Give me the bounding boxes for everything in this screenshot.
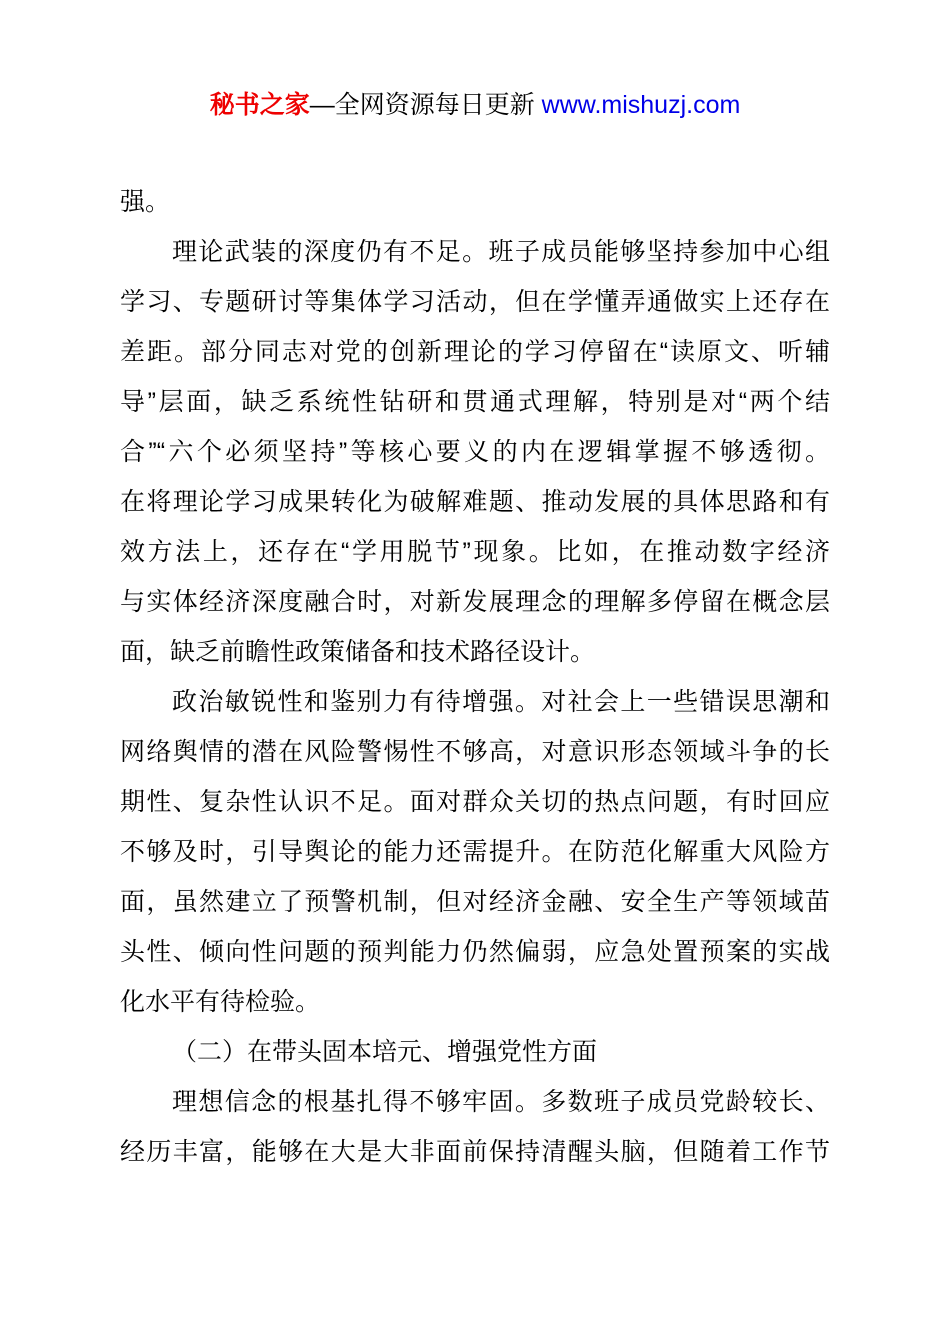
text-line: 不够及时，引导舆论的能力还需提升。在防范化解重大风险方 (120, 838, 830, 866)
text-line: 政治敏锐性和鉴别力有待增强。对社会上一些错误思潮和 (172, 688, 830, 716)
text-line: 面，缺乏前瞻性政策储备和技术路径设计。 (120, 638, 596, 666)
text-line: 学习、专题研讨等集体学习活动，但在学懂弄通做实上还存在 (120, 288, 830, 316)
text-line: 网络舆情的潜在风险警惕性不够高，对意识形态领域斗争的长 (120, 738, 830, 766)
text-line: 在将理论学习成果转化为破解难题、推动发展的具体思路和有 (120, 488, 830, 516)
text-line: 与实体经济深度融合时，对新发展理念的理解多停留在概念层 (120, 588, 830, 616)
text-line: 理论武装的深度仍有不足。班子成员能够坚持参加中心组 (172, 238, 830, 266)
text-line: 理想信念的根基扎得不够牢固。多数班子成员党龄较长、 (172, 1088, 830, 1116)
text-line: 强。 (120, 188, 171, 216)
text-line: 面，虽然建立了预警机制，但对经济金融、安全生产等领域苗 (120, 888, 830, 916)
site-url-link[interactable]: www.mishuzj.com (541, 91, 741, 119)
section-heading: （二）在带头固本培元、增强党性方面 (172, 1038, 598, 1066)
text-line: 合”“六个必须坚持”等核心要义的内在逻辑掌握不够透彻。 (120, 438, 830, 466)
text-line: 头性、倾向性问题的预判能力仍然偏弱，应急处置预案的实战 (120, 938, 830, 966)
site-header (0, 0, 950, 122)
site-name: 秘书之家 (209, 91, 310, 119)
text-line: 效方法上，还存在“学用脱节”现象。比如，在推动数字经济 (120, 538, 830, 566)
document-text (120, 177, 830, 1177)
text-line: 导”层面，缺乏系统性钻研和贯通式理解，特别是对“两个结 (120, 388, 830, 416)
text-line: 化水平有待检验。 (120, 988, 321, 1016)
site-tagline: —全网资源每日更新 (309, 91, 542, 119)
text-line: 期性、复杂性认识不足。面对群众关切的热点问题，有时回应 (120, 788, 830, 816)
text-line: 差距。部分同志对党的创新理论的学习停留在“读原文、听辅 (120, 338, 830, 366)
text-line: 经历丰富，能够在大是大非面前保持清醒头脑，但随着工作节 (120, 1138, 830, 1166)
